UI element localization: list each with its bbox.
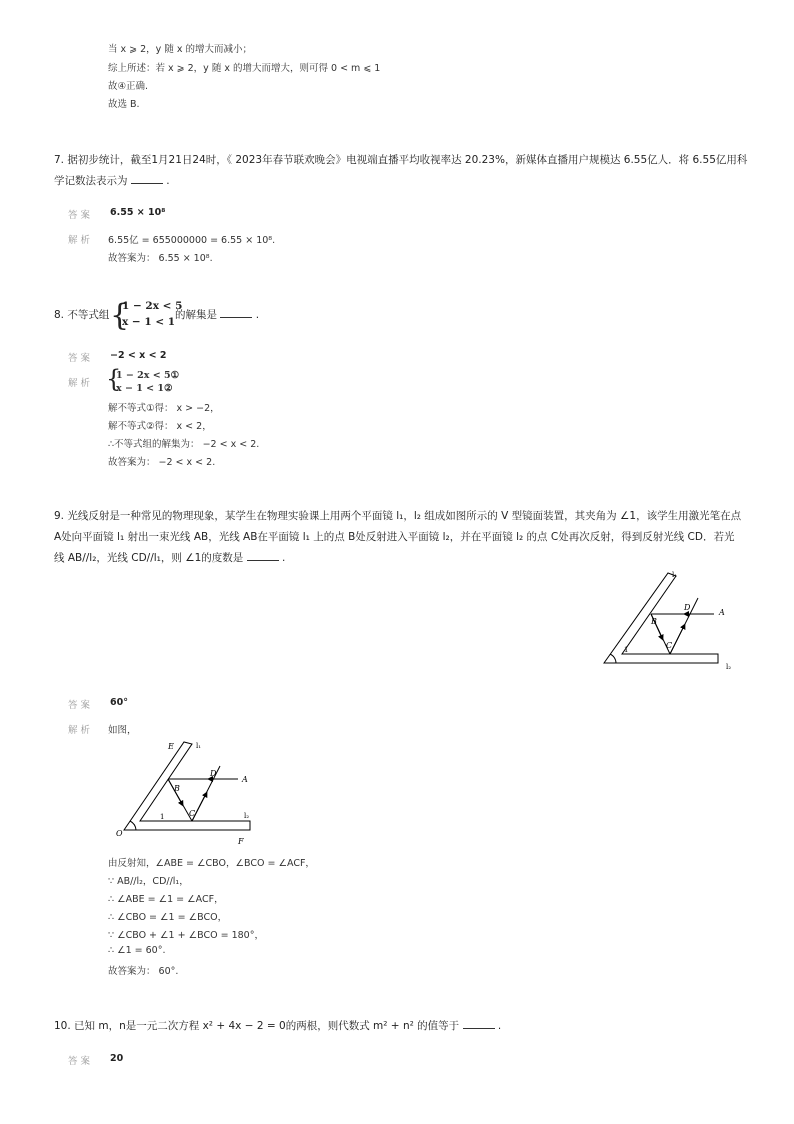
question-10-text: 10. 已知 m，n是一元二次方程 x² + 4x − 2 = 0的两根，则代数式 m² + n² 的值等于 . [54, 1020, 502, 1032]
analysis-label: 解析 [68, 235, 94, 246]
answer-label: 答案 [68, 210, 94, 221]
label-l2: l₂ [244, 812, 250, 820]
label-angle-1: 1 [160, 813, 165, 821]
question-9-text-cont: A处向平面镜 l₁ 射出一束光线 AB，光线 AB在平面镜 l₁ 上的点 B处反射进入平面镜 l₂，并在平面镜 l₂ 的点 C处再次反射，得到反射光线 CD．若光 [54, 531, 735, 543]
solution-line: 由反射知，∠ABE = ∠CBO，∠BCO = ∠ACF， [108, 858, 315, 869]
answer-label: 答案 [68, 353, 94, 364]
question-7-text-cont: 学记数法表示为 . [54, 175, 170, 187]
question-7-text: 7. 据初步统计，截至1月21日24时，《 2023年春节联欢晚会》电视端直播平均收视率达 20.23%，新媒体直播用户规模达 6.55亿人．将 6.55亿用科 [54, 154, 748, 166]
question-9-text-cont: 线 AB//l₂，光线 CD//l₁，则 ∠1的度数是 . [54, 552, 286, 564]
answer-blank [131, 174, 163, 184]
label-l1: l₁ [196, 742, 202, 750]
solution-line: 故答案为： 6.55 × 10⁸. [108, 253, 213, 264]
label-c: C [666, 641, 673, 650]
solution-line: 解不等式①得： x > −2， [108, 403, 220, 414]
inequality-2: x − 1 < 1② [116, 383, 173, 394]
analysis-label: 解析 [68, 725, 94, 736]
solution-line: ∵ ∠CBO + ∠1 + ∠BCO = 180°， [108, 930, 264, 941]
label-b: B [174, 784, 180, 793]
answer-label: 答案 [68, 1056, 94, 1067]
label-d: D [210, 769, 217, 778]
label-a: A [719, 608, 725, 617]
label-d: D [684, 603, 691, 612]
solution-line: 如图， [108, 725, 137, 736]
mirror-shape [124, 742, 250, 830]
solution-line: 6.55亿 = 655000000 = 6.55 × 10⁸. [108, 235, 276, 246]
angle-arc [130, 821, 136, 830]
label-c: C [189, 809, 196, 818]
label-f: F [238, 837, 244, 846]
question-8-prefix: 8. 不等式组 [54, 309, 110, 321]
mirror-figure [596, 566, 746, 676]
label-o: O [116, 829, 123, 838]
question-9-text: 9. 光线反射是一种常见的物理现象，某学生在物理实验课上用两个平面镜 l₁，l₂ 组成如图所示的 V 型镜面装置，其夹角为 ∠1，该学生用激光笔在点 [54, 510, 742, 522]
solution-line: 故④正确. [108, 81, 149, 92]
solution-line: 综上所述：若 x ⩾ 2，y 随 x 的增大而增大，则可得 0 < m ⩽ 1 [108, 63, 381, 74]
label-l2: l₂ [726, 663, 732, 671]
answer-blank [463, 1019, 495, 1029]
answer-value: 60° [110, 697, 128, 708]
question-8-suffix: 的解集是 . [175, 309, 260, 321]
answer-label: 答案 [68, 700, 94, 711]
solution-line: ∴ ∠CBO = ∠1 = ∠BCO， [108, 912, 228, 923]
solution-line: 故选 B. [108, 99, 140, 110]
answer-blank [220, 308, 252, 318]
brace-icon: { [110, 298, 130, 333]
label-angle-1: 1 [624, 646, 629, 654]
label-e: E [168, 742, 174, 751]
inequality-1: 1 − 2x < 5 [122, 300, 183, 312]
solution-line: ∵ AB//l₂，CD//l₁， [108, 876, 189, 887]
answer-value: 20 [110, 1053, 124, 1064]
solution-line: 故答案为： −2 < x < 2. [108, 457, 216, 468]
label-l1: l₁ [672, 571, 678, 579]
answer-blank [247, 551, 279, 561]
brace-icon: { [106, 365, 122, 393]
label-a: A [242, 775, 248, 784]
inequality-1: 1 − 2x < 5① [116, 370, 180, 381]
answer-value: −2 < x < 2 [110, 350, 167, 361]
angle-arc [610, 654, 616, 663]
solution-line: ∴ ∠ABE = ∠1 = ∠ACF， [108, 894, 224, 905]
analysis-label: 解析 [68, 378, 94, 389]
answer-value: 6.55 × 10⁸ [110, 207, 166, 218]
label-b: B [651, 617, 657, 626]
mirror-shape [604, 573, 718, 663]
solution-line: ∴不等式组的解集为： −2 < x < 2. [108, 439, 260, 450]
analysis-figure [112, 736, 262, 848]
solution-line: 解不等式②得： x < 2， [108, 421, 212, 432]
inequality-2: x − 1 < 1 [122, 316, 176, 328]
solution-line: ∴ ∠1 = 60°. [108, 945, 166, 956]
solution-line: 当 x ⩾ 2，y 随 x 的增大而减小； [108, 44, 252, 55]
solution-line: 故答案为： 60°. [108, 966, 179, 977]
